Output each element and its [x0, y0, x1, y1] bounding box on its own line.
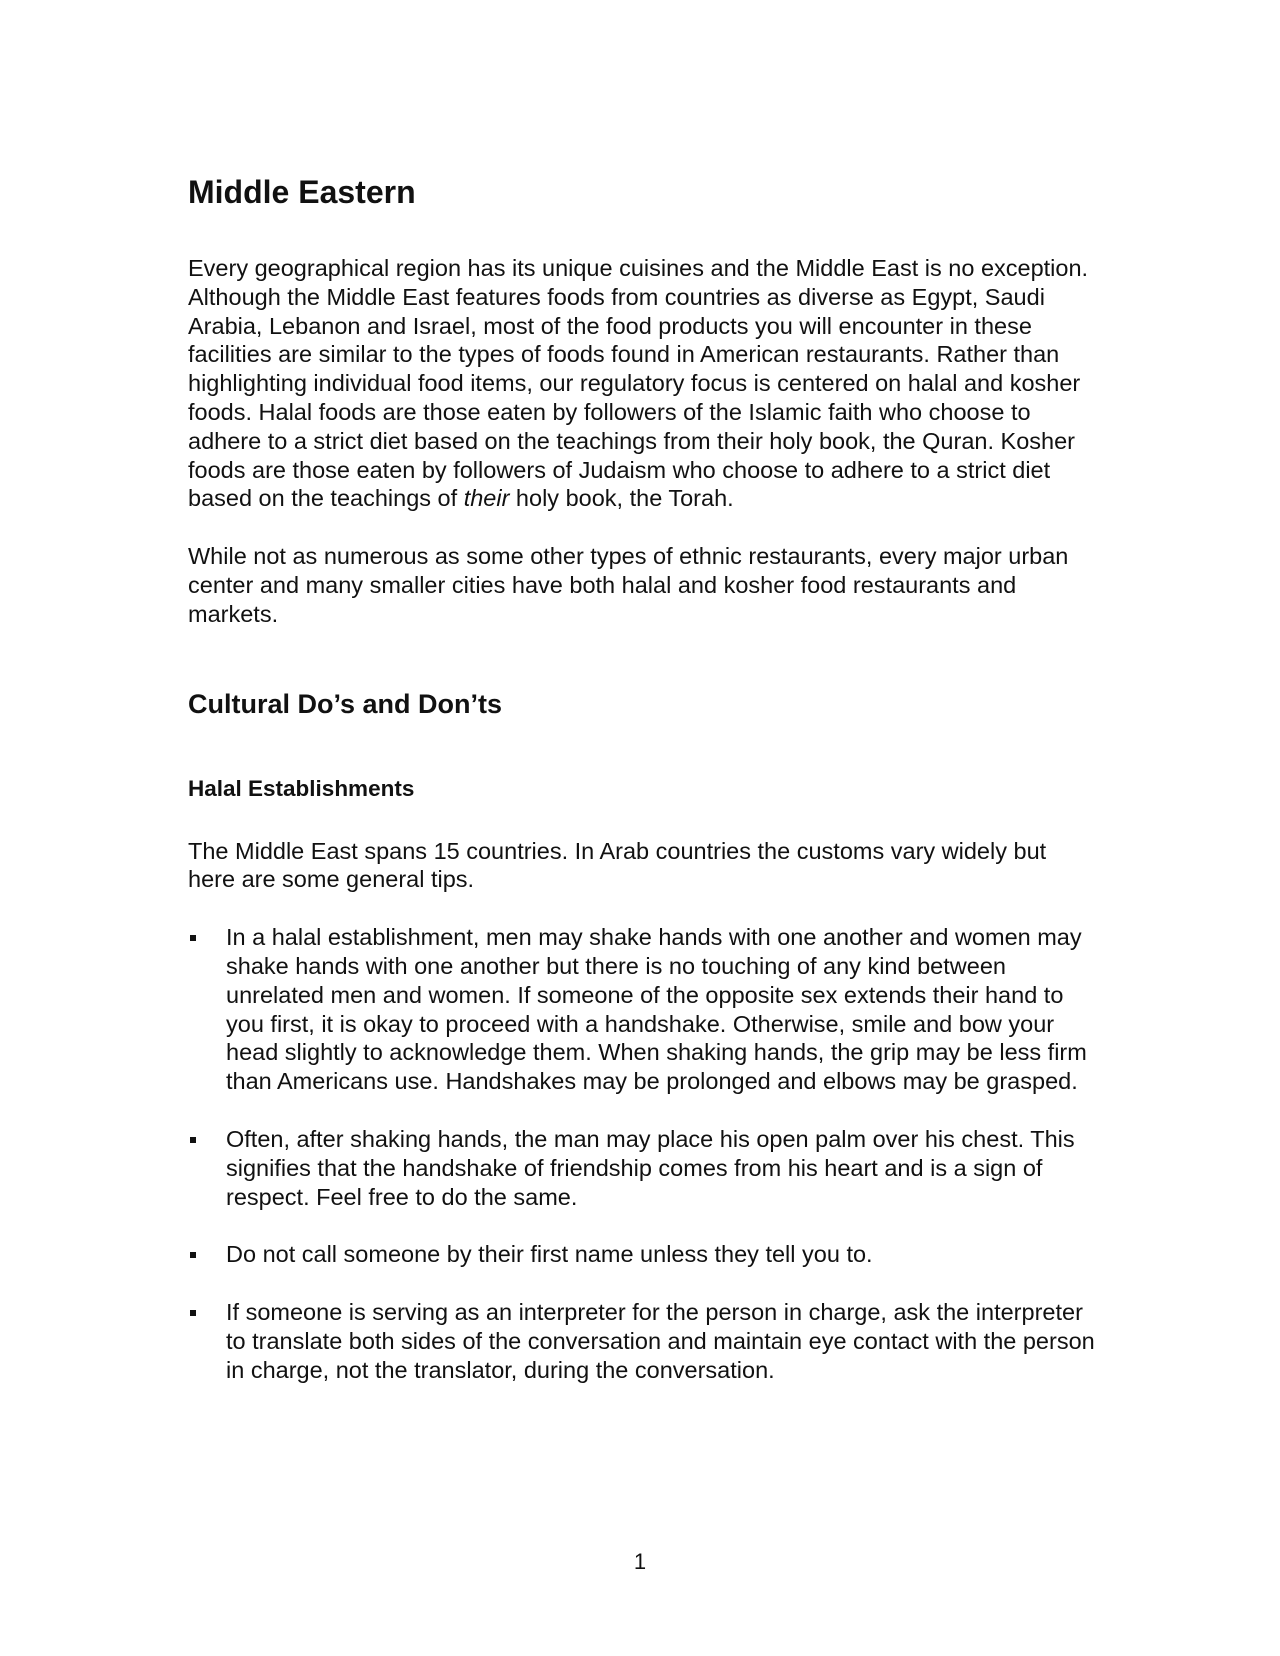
intro-emphasis: their [463, 485, 510, 512]
page-content [188, 172, 1098, 1414]
page-title: Middle Eastern [188, 174, 416, 210]
tip-text: In a halal establishment, men may shake hands with one another and women may shake hands with one another but there is no touching of any kind between unrelated men and women. If someone of the opposite sex extends their hand to you first, it is okay to proceed with a handshake. Otherwise, smile and bow your head slightly to acknowledge them. When shaking hands, the grip may be less firm than Americans use. Handshakes may be prolonged and elbows may be grasped. [226, 924, 1087, 1095]
subsection-heading: Halal Establishments [188, 775, 415, 801]
second-paragraph: While not as numerous as some other types of ethnic restaurants, every major urban center and many smaller cities have both halal and kosher food restaurants and markets. [188, 543, 1069, 627]
tip-text: If someone is serving as an interpreter for the person in charge, ask the interpreter to translate both sides of the conversation and maintain eye contact with the person in charge, not the translator, during the conversation. [226, 1299, 1095, 1383]
square-bullet-icon [190, 1252, 196, 1258]
intro-paragraph [188, 254, 1098, 513]
square-bullet-icon [190, 1137, 196, 1143]
tips-list [188, 923, 1098, 1384]
tip-item [188, 1240, 1098, 1269]
tip-text: Often, after shaking hands, the man may place his open palm over his chest. This signifies that the handshake of friendship comes from his heart and is a sign of respect. Feel free to do the same. [226, 1125, 1075, 1210]
square-bullet-icon [190, 935, 196, 941]
intro-paragraph-tail: holy book, the Torah. [509, 485, 734, 512]
tip-item [188, 923, 1098, 1096]
section-heading: Cultural Do’s and Don’ts [188, 688, 503, 719]
tip-item [188, 1125, 1098, 1211]
page-number: 1 [633, 1549, 647, 1574]
tip-item [188, 1298, 1098, 1384]
subsection-intro: The Middle East spans 15 countries. In Arab countries the customs vary widely but here are some general tips. [188, 837, 1047, 893]
intro-paragraph-text: Every geographical region has its unique cuisines and the Middle East is no exception. Although the Middle East features foods from countries as diverse as Egypt, Saudi Arabia, Lebanon and Israel, most of the food products you will encounter in these facilities are similar to the types of foods found in American restaurants. Rather than highlighting individual food items, our regulatory focus is centered on halal and kosher foods. Halal foods are those eaten by followers of the Islamic faith who choose to adhere to a strict diet based on the teachings from their holy book, the Quran. Kosher foods are those eaten by followers of Judaism who choose to adhere to a strict diet based on the teachings of [188, 255, 1089, 512]
square-bullet-icon [190, 1310, 196, 1316]
tip-text: Do not call someone by their first name unless they tell you to. [226, 1241, 873, 1268]
